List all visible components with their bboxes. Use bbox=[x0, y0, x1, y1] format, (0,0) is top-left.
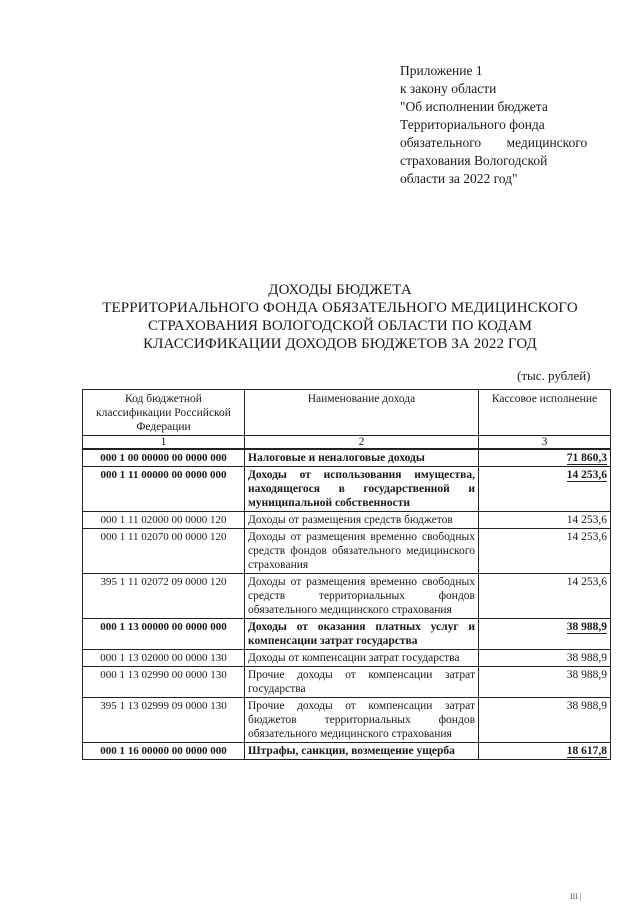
budget-code-cell: 000 1 11 00000 00 0000 000 bbox=[83, 467, 245, 512]
amount-cell bbox=[479, 512, 611, 529]
table-row bbox=[83, 650, 611, 667]
header-code: Код бюджетной классификации Российской Федерации bbox=[83, 390, 245, 436]
income-name-cell: Доходы от размещения средств бюджетов bbox=[245, 512, 479, 529]
table-row bbox=[83, 698, 611, 743]
budget-income-table bbox=[82, 389, 611, 760]
income-name-cell: Доходы от оказания платных услуг и компенсации затрат государства bbox=[245, 619, 479, 650]
column-number: 3 bbox=[479, 436, 611, 450]
income-name-cell: Прочие доходы от компенсации затрат государства bbox=[245, 667, 479, 698]
title-line: ДОХОДЫ БЮДЖЕТА bbox=[268, 282, 412, 298]
appendix-line: "Об исполнении бюджета bbox=[400, 99, 548, 114]
title-line: ТЕРРИТОРИАЛЬНОГО ФОНДА ОБЯЗАТЕЛЬНОГО МЕДИЦИНСКОГО bbox=[102, 300, 578, 316]
budget-code-cell: 395 1 11 02072 09 0000 120 bbox=[83, 574, 245, 619]
appendix-header bbox=[400, 62, 620, 188]
amount-cell bbox=[479, 650, 611, 667]
amount-value: 38 988,9 bbox=[566, 669, 607, 681]
table-row bbox=[83, 529, 611, 574]
amount-value: 14 253,6 bbox=[566, 576, 607, 588]
table-row bbox=[83, 574, 611, 619]
budget-code-cell: 000 1 13 02000 00 0000 130 bbox=[83, 650, 245, 667]
column-number: 2 bbox=[245, 436, 479, 450]
budget-code-cell: 000 1 13 00000 00 0000 000 bbox=[83, 619, 245, 650]
title-line: КЛАССИФИКАЦИИ ДОХОДОВ БЮДЖЕТОВ ЗА 2022 ГОД bbox=[143, 336, 537, 352]
table-header-row bbox=[83, 390, 611, 436]
document-title bbox=[60, 281, 620, 353]
table-row bbox=[83, 449, 611, 467]
amount-value: 14 253,6 bbox=[566, 531, 607, 543]
appendix-line: Приложение 1 bbox=[400, 63, 483, 78]
appendix-line: обязательного медицинского bbox=[400, 135, 588, 150]
income-name-cell: Доходы от размещения временно свободных средств фондов обязательного медицинского страхования bbox=[245, 529, 479, 574]
budget-code-cell: 395 1 13 02999 09 0000 130 bbox=[83, 698, 245, 743]
amount-value: 14 253,6 bbox=[566, 514, 607, 526]
budget-code-cell: 000 1 13 02990 00 0000 130 bbox=[83, 667, 245, 698]
amount-cell bbox=[479, 667, 611, 698]
title-line: СТРАХОВАНИЯ ВОЛОГОДСКОЙ ОБЛАСТИ ПО КОДАМ bbox=[147, 318, 533, 334]
table-row bbox=[83, 467, 611, 512]
amount-value: 38 988,9 bbox=[566, 652, 607, 664]
amount-cell bbox=[479, 698, 611, 743]
table-row bbox=[83, 512, 611, 529]
table-row bbox=[83, 743, 611, 760]
budget-code-cell: 000 1 11 02070 00 0000 120 bbox=[83, 529, 245, 574]
appendix-line: страхования Вологодской bbox=[400, 153, 548, 168]
header-name: Наименование дохода bbox=[245, 390, 479, 436]
amount-cell bbox=[479, 529, 611, 574]
income-name-cell: Штрафы, санкции, возмещение ущерба bbox=[245, 743, 479, 760]
amount-cell bbox=[479, 467, 611, 512]
income-name-cell: Доходы от размещения временно свободных средств территориальных фондов обязательного медицинского страхования bbox=[245, 574, 479, 619]
appendix-line: области за 2022 год" bbox=[400, 171, 518, 186]
table-row bbox=[83, 619, 611, 650]
budget-code-cell: 000 1 16 00000 00 0000 000 bbox=[83, 743, 245, 760]
appendix-line: Территориального фонда bbox=[400, 117, 545, 132]
amount-value: 38 988,9 bbox=[566, 621, 607, 633]
budget-code-cell: 000 1 11 02000 00 0000 120 bbox=[83, 512, 245, 529]
income-name-cell: Прочие доходы от компенсации затрат бюджетов территориальных фондов обязательного медицинского страхования bbox=[245, 698, 479, 743]
budget-code-cell: 000 1 00 00000 00 0000 000 bbox=[83, 449, 245, 467]
appendix-line: к закону области bbox=[400, 81, 497, 96]
amount-value: 38 988,9 bbox=[566, 700, 607, 712]
footer-mark: III | bbox=[570, 892, 582, 901]
table-body bbox=[83, 449, 611, 760]
income-name-cell: Доходы от использования имущества, находящегося в государственной и муниципальной собственности bbox=[245, 467, 479, 512]
amount-cell bbox=[479, 619, 611, 650]
amount-value: 14 253,6 bbox=[566, 469, 607, 481]
income-name-cell: Доходы от компенсации затрат государства bbox=[245, 650, 479, 667]
amount-value: 18 617,8 bbox=[566, 745, 607, 757]
amount-cell bbox=[479, 743, 611, 760]
header-amount: Кассовое исполнение bbox=[479, 390, 611, 436]
income-name-cell: Налоговые и неналоговые доходы bbox=[245, 449, 479, 467]
column-number: 1 bbox=[83, 436, 245, 450]
table-row bbox=[83, 667, 611, 698]
amount-cell bbox=[479, 449, 611, 467]
column-number-row bbox=[83, 436, 611, 450]
amount-value: 71 860,3 bbox=[566, 452, 607, 464]
amount-cell bbox=[479, 574, 611, 619]
units-label: (тыс. рублей) bbox=[517, 368, 591, 383]
